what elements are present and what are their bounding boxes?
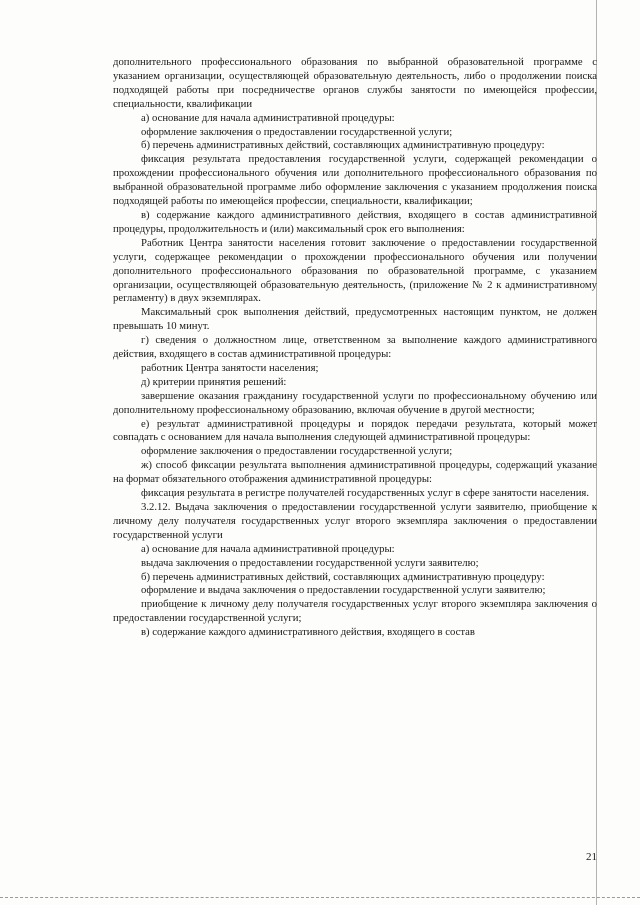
scan-bottom-edge [0, 897, 640, 898]
paragraph: б) перечень административных действий, составляющих административную процедуру: [141, 139, 545, 152]
paragraph: а) основание для начала административной процедуры: [141, 542, 395, 555]
paragraph: а) основание для начала административной процедуры: [141, 111, 395, 124]
paragraph: дополнительного профессионального образования по выбранной образовательной программе с указанием организации, осуществляющей образовательную деятельность, либо о продолжении поиска подходящей работы при посредничестве органов службы занятости по имеющейся профессии, специальности, квалификации [113, 56, 597, 110]
paragraph: работник Центра занятости населения; [141, 361, 319, 374]
paragraph: б) перечень административных действий, составляющих административную процедуру: [141, 570, 545, 583]
paragraph: оформление заключения о предоставлении государственной услуги; [141, 445, 453, 458]
paragraph: выдача заключения о предоставлении государственной услуги заявителю; [141, 556, 479, 569]
paragraph: завершение оказания гражданину государственной услуги по профессиональному обучению или дополнительному профессиональному образованию, включая обучение в другой местности; [113, 389, 597, 416]
paragraph: оформление и выдача заключения о предоставлении государственной услуги заявителю; [141, 584, 546, 597]
paragraph: фиксация результата предоставления государственной услуги, содержащей рекомендации о прохождении профессионального обучения или дополнительного профессионального образования по выбранной образовательной программе либо оформление заключения с указанием продолжения поиска подходящей работы по имеющейся профессии, специальности, квалификации; [113, 153, 597, 208]
paragraph: фиксация результата в регистре получателей государственных услуг в сфере занятости населения. [141, 487, 589, 500]
paragraph: оформление заключения о предоставлении государственной услуги; [141, 125, 453, 138]
paragraph: д) критерии принятия решений: [141, 375, 287, 388]
paragraph: е) результат административной процедуры и порядок передачи результата, который может совпадать с основанием для начала выполнения следующей административной процедуры: [113, 417, 597, 444]
document-body [113, 56, 597, 640]
paragraph: Максимальный срок выполнения действий, предусмотренных настоящим пунктом, не должен превышать 10 минут. [113, 306, 597, 333]
paragraph: Работник Центра занятости населения готовит заключение о предоставлении государственной услуги, содержащее рекомендации о прохождении профессионального обучения или получении дополнительного профессионального образования по образовательной программе, с указанием организации, осуществляющей образовательную деятельность, (приложение № 2 к административному регламенту) в двух экземплярах. [113, 236, 597, 305]
paragraph: 3.2.12. Выдача заключения о предоставлении государственной услуги заявителю, приобщение к личному делу получателя государственных услуг второго экземпляра заключения о предоставлении государственной услуги [113, 501, 597, 541]
paragraph: ж) способ фиксации результата выполнения административной процедуры, содержащий указание на формат обязательного отображения административной процедуры: [113, 459, 597, 486]
paragraph: г) сведения о должностном лице, ответственном за выполнение каждого административного действия, входящего в состав административной процедуры: [113, 334, 597, 361]
paragraph: в) содержание каждого административного действия, входящего в состав административной процедуры, продолжительность и (или) максимальный срок его выполнения: [113, 208, 597, 235]
paragraph: в) содержание каждого административного действия, входящего в состав [141, 626, 475, 639]
page-number: 21 [586, 851, 597, 863]
paragraph: приобщение к личному делу получателя государственных услуг второго экземпляра заключения о предоставлении государственной услуги; [113, 598, 597, 625]
